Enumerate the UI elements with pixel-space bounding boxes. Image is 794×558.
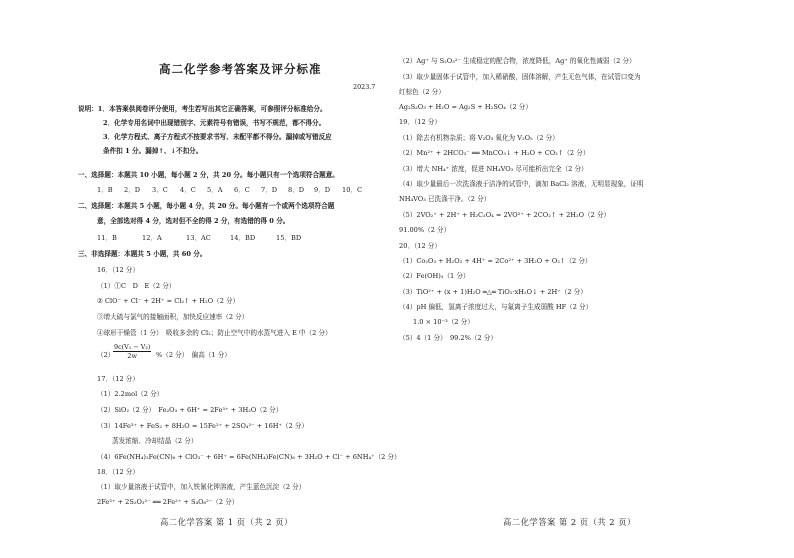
q19-line-3: （3）增大 NH₄⁺ 浓度，促进 NH₄VO₃ 尽可能析出完全（2 分） <box>399 165 588 173</box>
q16-heading: 16．（12 分） <box>97 266 139 274</box>
q18-line-1: （1）取少量溶液于试管中，加入铁氰化钾溶液，产生蓝色沉淀（2 分） <box>97 483 306 491</box>
q18-line-6: Ag₂S₂O₃ + H₂O = Ag₂S + H₂SO₄（2 分） <box>399 103 532 111</box>
fraction-denominator: 2w <box>127 352 137 360</box>
answer-13: 13．AC <box>186 234 211 242</box>
q19-line-2: （2）Mn²⁺ + 2HCO₃⁻ ══ MnCO₃↓ + H₂O + CO₂↑（2 分） <box>399 149 590 157</box>
q18-heading: 18．（12 分） <box>97 468 139 476</box>
section2-heading-2: 意，全部选对得 4 分，选对但不全的得 2 分，有选错的得 0 分。 <box>97 217 290 225</box>
q20-line-1: （1）Co₂O₃ + H₂O₂ + 4H⁺ = 2Co²⁺ + 3H₂O + O₂↑（2 分） <box>399 257 592 265</box>
q17-line-3: （3）14Fe³⁺ + FeS₂ + 8H₂O = 15Fe²⁺ + 2SO₄²⁻ + 16H⁺（2 分） <box>97 422 309 430</box>
q17-heading: 17．（12 分） <box>97 375 139 383</box>
q19-line-5: NH₄VO₃ 已洗涤干净。（2 分） <box>399 195 491 203</box>
q19-heading: 19．（12 分） <box>399 118 441 126</box>
q17-line-5: （4）6Fe(NH₄)₂Fe(CN)₆ + ClO₃⁻ + 6H⁺ = 6Fe(NH₄)Fe(CN)₆ + 3H₂O + Cl⁻ + 6NH₄⁺（2 分） <box>97 453 401 461</box>
answer-15: 15．BD <box>276 234 302 242</box>
page-footer-2: 高二化学答案 第 2 页（共 2 页） <box>503 517 636 527</box>
q16-line-4: ④球形干燥管（1 分） 吸收多余的 Cl₂；防止空气中的水蒸气进入 E 中（2 分） <box>97 329 332 337</box>
q18-line-2: 2Fe³⁺ + 2S₂O₃²⁻ ══ 2Fe²⁺ + S₄O₆²⁻（2 分） <box>97 498 239 506</box>
answer-6: 6．C <box>234 186 250 194</box>
q17-line-1: （1）2.2mol（2 分） <box>97 390 164 398</box>
section1-heading: 一、选择题：本题共 10 小题，每小题 2 分，共 20 分。每小题只有一个选项符合题意。 <box>78 171 339 179</box>
q17-line-2: （2）SiO₂（2 分） Fe₂O₃ + 6H⁺ = 2Fe³⁺ + 3H₂O（2 分） <box>97 406 283 414</box>
answer-12: 12．A <box>142 234 162 242</box>
note-4: 条件扣 1 分。漏掉↑、↓不扣分。 <box>103 147 203 155</box>
q16-line-3: ③增大硫与氯气的接触面积，加快反应速率（2 分） <box>97 313 249 321</box>
q19-line-6: （5）2VO₂⁺ + 2H⁺ + H₂C₂O₄ = 2VO²⁺ + 2CO₂↑ + 2H₂O（2 分） <box>399 211 611 219</box>
answer-10: 10．C <box>342 186 363 194</box>
q20-line-5: 1.0 × 10⁻³（2 分） <box>413 318 474 326</box>
q16-line-5-prefix: （2） <box>97 351 115 359</box>
q20-heading: 20．（12 分） <box>399 242 441 250</box>
q18-line-3: （2）Ag⁺ 与 S₂O₃²⁻ 生成稳定的配合物，浓度降低，Ag⁺ 的氧化性减弱（2 分） <box>399 57 636 65</box>
answer-9: 9．D <box>314 186 331 194</box>
note-1: 说明：1．本答案供阅卷评分使用，考生若写出其它正确答案，可参照评分标准给分。 <box>78 105 327 113</box>
q16-line-2: ② ClO⁻ + Cl⁻ + 2H⁺ = Cl₂↑ + H₂O（2 分） <box>97 297 240 305</box>
date: 2023.7 <box>353 83 376 91</box>
q20-line-6: （5）4（1 分） 99.2%（2 分） <box>399 334 497 342</box>
answer-3: 3．C <box>152 186 168 194</box>
section3-heading: 三、非选择题：本题共 5 小题，共 60 分。 <box>78 250 207 258</box>
q20-line-3: （3）TiO²⁺ + (x + 1)H₂O ═△═ TiO₂·xH₂O↓ + 2H⁺（2 分） <box>399 288 587 296</box>
q19-line-7: 91.00%（2 分） <box>399 226 451 234</box>
answer-page-2 <box>397 0 794 558</box>
q19-line-1: （1）除去有机物杂质；将 V₂O₃ 氧化为 V₂O₅（2 分） <box>399 134 559 142</box>
fraction-numerator: 9c(V₁ − V₂) <box>114 343 151 351</box>
q16-line-1: （1）①C D E（2 分） <box>97 282 176 290</box>
q19-line-4: （4）取少量最后一次洗涤液于洁净的试管中，滴加 BaCl₂ 溶液，无明显现象，证明 <box>399 180 644 188</box>
answer-2: 2．D <box>124 186 141 194</box>
q16-fraction <box>113 343 151 360</box>
q20-line-2: （2）Fe(OH)₃（1 分） <box>399 272 470 280</box>
answer-7: 7．D <box>261 186 278 194</box>
answer-5: 5．A <box>207 186 223 194</box>
page-title: 高二化学参考答案及评分标准 <box>159 62 322 76</box>
q17-line-4: 蒸发浓缩、冷却结晶（2 分） <box>112 437 198 445</box>
note-3: 3．化学方程式、离子方程式不按要求书写、未配平都不得分。漏掉或写错反应 <box>103 133 332 141</box>
answer-14: 14．BD <box>230 234 256 242</box>
answer-4: 4．C <box>180 186 196 194</box>
q18-line-4: （3）取少量固体于试管中，加入稀硝酸，固体溶解，产生无色气体，在试管口变为 <box>399 73 641 81</box>
answer-8: 8．D <box>288 186 305 194</box>
answer-1: 1．B <box>97 186 113 194</box>
q20-line-4: （4）pH 偏低，氢离子浓度过大，与氟离子生成弱酸 HF（2 分） <box>399 303 593 311</box>
note-2: 2．化学专用名词中出现错别字、元素符号有错误，书写不规范，都不得分。 <box>103 119 326 127</box>
q16-line-5-suffix: %（2 分） 偏高（1 分） <box>156 351 231 359</box>
section2-heading-1: 二、选择题：本题共 5 小题，每小题 4 分，共 20 分。每小题有一个或两个选项符合题 <box>78 202 335 210</box>
answer-11: 11．B <box>97 234 117 242</box>
q18-line-5: 红棕色（2 分） <box>399 88 445 96</box>
page-footer-1: 高二化学答案 第 1 页（共 2 页） <box>160 517 293 527</box>
